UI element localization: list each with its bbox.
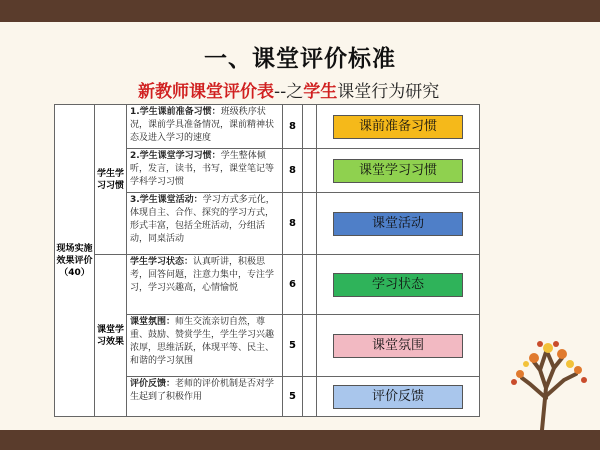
criteria-body: 学习方式多元化，体现自主、合作、探究的学习方式，形式丰富，包括全班活动，分组活动，同桌活动 <box>130 195 275 244</box>
table-row <box>55 105 480 149</box>
criteria-body: 认真听讲，积极思考，回答问题，注意力集中，专注学习，学习兴趣高，心情愉悦 <box>130 257 275 293</box>
subtitle-part4: 课堂行为研究 <box>337 82 440 102</box>
empty-cell <box>303 377 317 417</box>
subtitle-part1: 新教师课堂评价表 <box>138 82 274 102</box>
empty-cell <box>303 105 317 149</box>
criteria-cell <box>127 255 283 315</box>
label-box: 课堂氛围 <box>333 334 463 358</box>
page-subtitle <box>138 77 439 102</box>
criteria-cell <box>127 315 283 377</box>
score-cell: 6 <box>283 255 303 315</box>
criteria-head: 1.学生课前准备习惯： <box>130 107 221 117</box>
label-cell <box>317 255 480 315</box>
label-box: 课堂活动 <box>333 212 463 236</box>
bottom-band <box>0 430 600 450</box>
label-box: 课前准备习惯 <box>333 115 463 139</box>
criteria-cell <box>127 377 283 417</box>
score-cell: 8 <box>283 193 303 255</box>
label-cell <box>317 315 480 377</box>
category-cell: 现场实施效果评价（40） <box>55 105 95 417</box>
label-box: 课堂学习习惯 <box>333 159 463 183</box>
criteria-body: 学生整体倾听，发言，读书，书写，课堂笔记等学科学习习惯 <box>130 151 275 187</box>
criteria-head: 评价反馈： <box>130 379 176 389</box>
tree-decoration-icon <box>496 318 596 430</box>
label-cell <box>317 149 480 193</box>
subtitle-part2: --之 <box>274 82 304 102</box>
table-row <box>55 255 480 315</box>
evaluation-table <box>54 104 480 417</box>
group-cell-effect: 课堂学习效果 <box>95 255 127 417</box>
top-band <box>0 0 600 22</box>
empty-cell <box>303 149 317 193</box>
score-cell: 5 <box>283 315 303 377</box>
criteria-head: 2.学生课堂学习习惯： <box>130 151 221 161</box>
score-cell: 8 <box>283 149 303 193</box>
criteria-cell <box>127 193 283 255</box>
label-cell <box>317 377 480 417</box>
label-cell <box>317 105 480 149</box>
page-title: 一、课堂评价标准 <box>204 46 396 72</box>
criteria-body: 班级秩序状况，课前学具准备情况，课前精神状态及进入学习的速度 <box>130 107 275 143</box>
score-cell: 5 <box>283 377 303 417</box>
empty-cell <box>303 315 317 377</box>
subtitle-part3: 学生 <box>303 82 338 102</box>
score-cell: 8 <box>283 105 303 149</box>
criteria-head: 课堂氛围： <box>130 317 176 327</box>
criteria-body: 老师的评价机制是否对学生起到了积极作用 <box>130 379 275 402</box>
empty-cell <box>303 193 317 255</box>
label-cell <box>317 193 480 255</box>
empty-cell <box>303 255 317 315</box>
criteria-head: 学生学习状态： <box>130 257 194 267</box>
label-box: 学习状态 <box>333 273 463 297</box>
group-cell-habits: 学生学习习惯 <box>95 105 127 255</box>
criteria-head: 3.学生课堂活动： <box>130 195 203 205</box>
label-box: 评价反馈 <box>333 385 463 409</box>
evaluation-table-panel <box>54 104 479 416</box>
criteria-body: 师生交流亲切自然，尊重、鼓励、赞赏学生，学生学习兴趣浓厚，思维活跃，体现平等、民主、和谐的学习氛围 <box>130 317 275 366</box>
criteria-cell <box>127 105 283 149</box>
criteria-cell <box>127 149 283 193</box>
